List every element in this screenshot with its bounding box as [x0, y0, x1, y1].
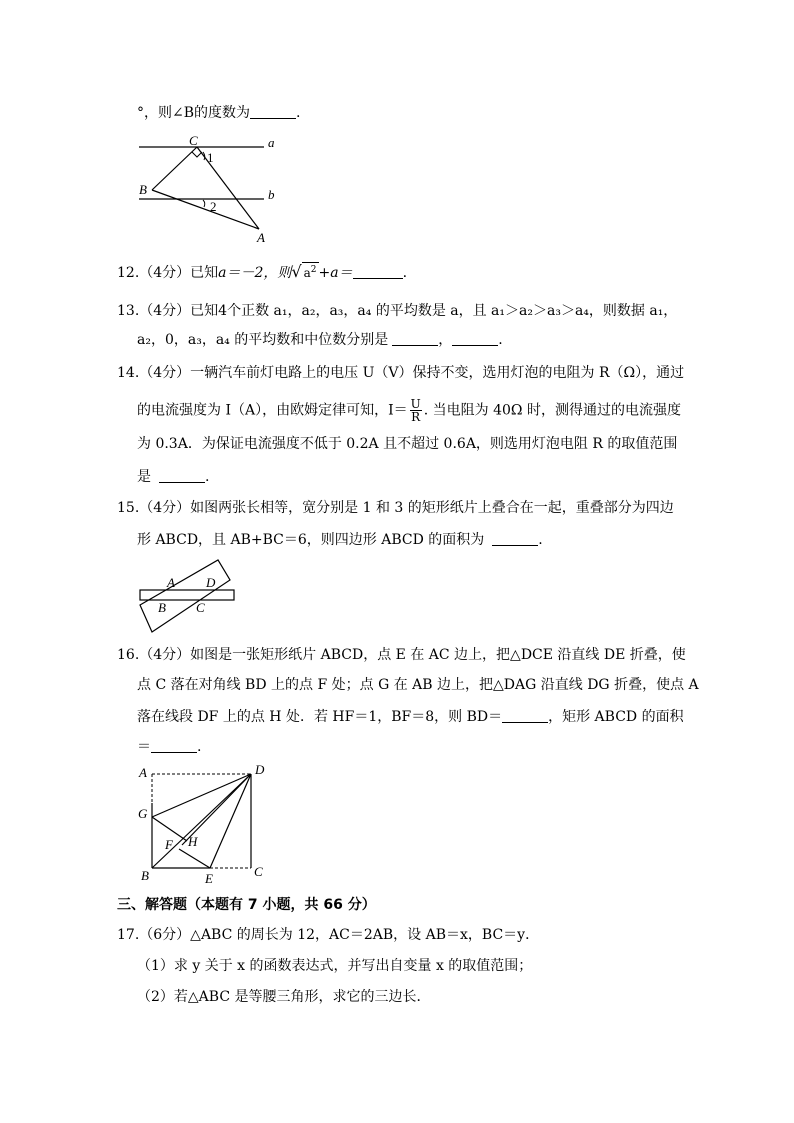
sqrt-content: $a^2$ — [302, 262, 319, 280]
ohm-fraction: $\frac{U}{R}$ — [410, 397, 421, 424]
q14-period: . — [205, 469, 210, 485]
q16-text-a: 落在线段 DF 上的点 H 处．若 HF＝1，BF＝8，则 BD＝ — [137, 709, 503, 725]
section-title: 三、解答题（本题有 7 小题，共 66 分） — [117, 897, 376, 913]
q17-line1: 17.（6分）△ABC 的周长为 12，AC＝2AB，设 AB＝x，BC＝y． — [117, 927, 540, 943]
q14-text-b: . 当电阻为 40Ω 时，测得通过的电流强度 — [423, 402, 681, 419]
label-F: F — [165, 837, 173, 852]
q13-period: . — [498, 332, 503, 348]
q17-part2: （2）若△ABC 是等腰三角形，求它的三边长． — [137, 989, 431, 1005]
q15-text: 形 ABCD，且 AB+BC＝6，则四边形 ABCD 的面积为 — [137, 532, 485, 548]
label-b: b — [268, 187, 275, 202]
label-C: C — [254, 864, 263, 879]
q14-line3: 为 0.3A．为保证电流强度不低于 0.2A 且不超过 0.6A，则选用灯泡电阻 R 的取值范围 — [137, 436, 678, 452]
q16-text-b: ，矩形 ABCD 的面积 — [548, 709, 684, 725]
q12-given: a＝－2，则 — [218, 265, 292, 281]
q13-text: a₂，0，a₃，a₄ 的平均数和中位数分别是 — [137, 332, 389, 348]
label-B: B — [141, 868, 149, 883]
q13-line1: 13.（4分）已知4个正数 a₁，a₂，a₃，a₄ 的平均数是 a，且 a₁＞a₂＞a₃＞a₄，则数据 a₁， — [117, 303, 678, 319]
q16-line1: 16.（4分）如图是一张矩形纸片 ABCD，点 E 在 AC 边上，把△DCE 沿直线 DE 折叠，使 — [117, 647, 686, 663]
q14-text-a: 的电流强度为 I（A），由欧姆定律可知，I＝ — [137, 402, 408, 419]
label-A: A — [139, 765, 147, 780]
q11-tail-text: °，则∠B的度数为 — [137, 105, 251, 121]
label-D: D — [255, 762, 265, 777]
label-E: E — [205, 871, 213, 886]
q14-line1: 14.（4分）一辆汽车前灯电路上的电压 U（V）保持不变，选用灯泡的电阻为 R（Ω），通过 — [117, 365, 685, 381]
label-G: G — [138, 806, 148, 821]
q17-part1: （1）求 y 关于 x 的函数表达式，并写出自变量 x 的取值范围； — [137, 958, 533, 974]
q12-tail: +a＝ — [318, 265, 353, 281]
label-A: A — [167, 575, 175, 590]
q15-line1: 15.（4分）如图两张长相等，宽分别是 1 和 3 的矩形纸片上叠合在一起，重叠部分为四边 — [117, 500, 674, 516]
label-D: D — [206, 575, 216, 590]
label-B: B — [158, 600, 166, 615]
label-2: 2 — [210, 199, 217, 214]
label-H: H — [188, 834, 198, 849]
label-C: C — [196, 600, 205, 615]
q16-line2: 点 C 落在对角线 BD 上的点 F 处；点 G 在 AB 边上，把△DAG 沿直线 DG 折叠，使点 A — [137, 677, 699, 693]
q15-period: . — [538, 532, 543, 548]
label-1: 1 — [207, 150, 214, 165]
q12-number: 12.（4分）已知 — [117, 265, 219, 281]
q16-period: . — [197, 739, 202, 755]
q12-period: . — [402, 265, 408, 281]
label-B: B — [139, 182, 147, 197]
label-C: C — [189, 133, 198, 148]
label-a: a — [268, 135, 275, 150]
q16-text: ＝ — [137, 739, 151, 755]
sqrt-sign: √ — [291, 262, 302, 281]
label-A: A — [257, 230, 265, 245]
q13-sep: ， — [438, 332, 453, 348]
q11-period: . — [296, 105, 301, 121]
q14-text: 是 — [137, 469, 151, 485]
